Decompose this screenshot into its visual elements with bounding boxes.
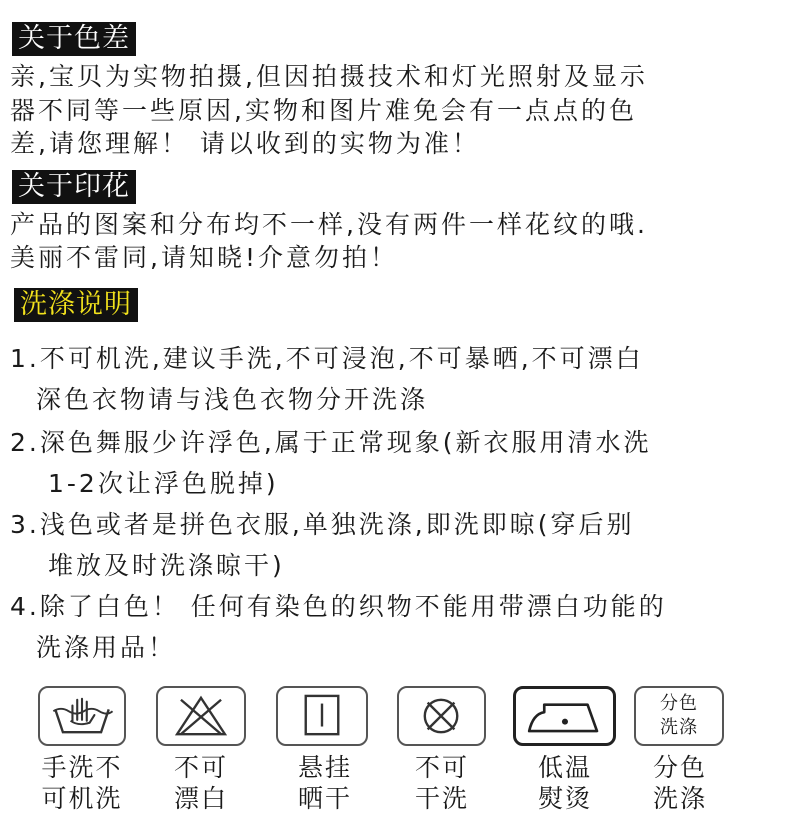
no-bleach-icon xyxy=(156,686,246,746)
wash-item-line: 堆放及时洗涤晾干) xyxy=(48,551,285,580)
hand-wash-icon xyxy=(38,686,126,746)
care-label-hang-dry xyxy=(280,752,370,814)
wash-item-line: 1-2次让浮色脱掉) xyxy=(48,469,279,498)
care-label-top: 不可 xyxy=(414,753,469,782)
wash-item-line: 1.不可机洗,建议手洗,不可浸泡,不可暴晒,不可漂白 xyxy=(10,344,644,373)
hang-dry-icon xyxy=(276,686,368,746)
care-label-bottom: 洗涤 xyxy=(652,784,707,813)
care-label-top: 手洗不 xyxy=(41,753,123,782)
care-label-separate-wash xyxy=(634,752,726,814)
wash-item xyxy=(10,422,652,504)
care-label-bottom: 晒干 xyxy=(297,784,352,813)
color-difference-heading: 关于色差 xyxy=(12,22,136,56)
color-difference-line-3: 差,请您理解！ 请以收到的实物为准！ xyxy=(10,129,480,158)
separate-wash-icon-text-bottom: 洗涤 xyxy=(660,717,698,738)
care-label-top: 不可 xyxy=(173,753,228,782)
separate-wash-icon-text-top: 分色 xyxy=(660,693,698,714)
wash-item-line: 深色衣物请与浅色衣物分开洗涤 xyxy=(36,385,429,414)
color-difference-line-1: 亲,宝贝为实物拍摄,但因拍摄技术和灯光照射及显示 xyxy=(10,62,648,91)
wash-item xyxy=(10,504,635,586)
color-difference-line-2: 器不同等一些原因,实物和图片难免会有一点点的色 xyxy=(10,96,637,125)
care-label-bottom: 漂白 xyxy=(173,784,228,813)
wash-item-line: 洗涤用品！ xyxy=(36,633,177,662)
care-label-no-bleach xyxy=(156,752,246,814)
care-label-top: 分色 xyxy=(652,753,707,782)
separate-wash-icon-text xyxy=(634,689,724,743)
wash-item-line: 4.除了白色！ 任何有染色的织物不能用带漂白功能的 xyxy=(10,592,667,621)
no-tumble-dry-icon xyxy=(397,686,486,746)
care-label-top: 悬挂 xyxy=(297,753,352,782)
care-label-bottom: 可机洗 xyxy=(41,784,123,813)
print-line-2: 美丽不雷同,请知晓!介意勿拍！ xyxy=(10,243,398,272)
wash-heading: 洗涤说明 xyxy=(14,288,138,322)
print-line-1: 产品的图案和分布均不一样,没有两件一样花纹的哦. xyxy=(10,210,648,239)
care-label-no-dry-clean xyxy=(397,752,487,814)
wash-item-line: 3.浅色或者是拼色衣服,单独洗涤,即洗即晾(穿后别 xyxy=(10,510,635,539)
care-label-top: 低温 xyxy=(537,753,592,782)
wash-item-line: 2.深色舞服少许浮色,属于正常现象(新衣服用清水洗 xyxy=(10,428,652,457)
print-heading: 关于印花 xyxy=(12,170,136,204)
low-iron-icon xyxy=(513,686,616,746)
wash-item xyxy=(10,586,667,668)
wash-item xyxy=(10,338,644,420)
care-label-hand-wash xyxy=(30,752,134,814)
care-label-bottom: 熨烫 xyxy=(537,784,592,813)
care-label-low-iron xyxy=(515,752,615,814)
care-label-bottom: 干洗 xyxy=(414,784,469,813)
